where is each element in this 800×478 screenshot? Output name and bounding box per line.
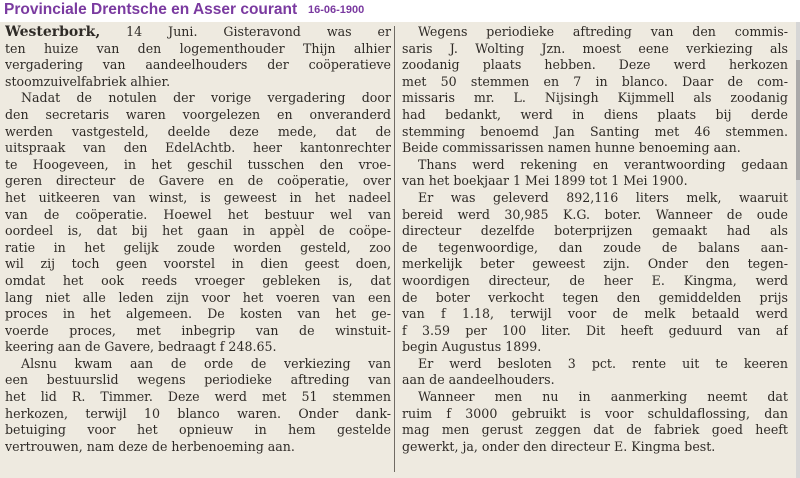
- text-line: de boter verkocht tegen den gemiddelden prijs: [402, 289, 788, 305]
- text-line: Thans werd rekening en verantwoording gedaan: [418, 156, 788, 172]
- text-line: Er was geleverd 892,116 liters melk, waaruit: [418, 189, 788, 205]
- text-line: Alsnu kwam aan de orde de verkiezing van: [21, 355, 391, 371]
- text-line: proces in het algemeen. De kosten van het ge-: [5, 306, 391, 322]
- text-line: het lid R. Timmer. Deze werd met 51 stemmen: [5, 389, 391, 405]
- right-column: [402, 24, 788, 455]
- text-line: de tegenwoordige, dan zoude de balans aan-: [402, 239, 788, 255]
- text-line: Er werd besloten 3 pct. rente uit te keeren: [418, 355, 788, 371]
- dateline: Westerbork,: [5, 24, 101, 40]
- text-line: lang niet alle leden zijn voor het voeren van een: [5, 289, 391, 305]
- text-line: van de coöperatie. Hoewel het bestuur wel van: [5, 206, 391, 222]
- text-line: stoomzuivelfabriek alhier.: [5, 73, 171, 89]
- text-line: woordigen directeur, de heer E. Kingma, werd: [402, 272, 788, 288]
- text-line: vertrouwen, nam deze de herbenoeming aan.: [5, 438, 295, 454]
- text-line: directeur dezelfde boterprijzen gemaakt had als: [402, 223, 788, 239]
- text-line: een bestuurslid wegens periodieke aftreding van: [5, 372, 391, 388]
- text-line: oordeel is, dat bij het gaan in appèl de coöpe-: [5, 223, 391, 239]
- text-line: stemming benoemd Jan Santing met 46 stemmen.: [402, 123, 788, 139]
- column-divider: [394, 26, 395, 472]
- text-line: bereid werd 30,985 K.G. boter. Wanneer de oude: [402, 206, 788, 222]
- text-line: vergadering van aandeelhouders der coöperatieve: [5, 57, 391, 73]
- text-line: Beide commissarissen namen hunne benoeming aan.: [402, 140, 741, 156]
- text-line: met 50 stemmen en 7 in blanco. Daar de com-: [402, 73, 788, 89]
- left-column: [5, 24, 391, 455]
- text-line: werden vastgesteld, deelde deze mede, dat de: [5, 123, 391, 139]
- text-line: ratie in het gelijk zoude worden gesteld, zoo: [5, 239, 391, 255]
- publication-date: 16-06-1900: [308, 4, 365, 16]
- text-line: ruim f 3000 gebruikt is voor schuldaflossing, dan: [402, 405, 788, 421]
- text-line: gewerkt, ja, onder den directeur E. Kingma best.: [402, 438, 716, 454]
- text-line: missaris mr. L. Nijsingh Kijmmell als zoodanig: [402, 90, 788, 106]
- text-line: geren directeur de Gavere en de coöperatie, over: [5, 173, 391, 189]
- text-line: keering aan de Gavere, bedraagt f 248.65.: [5, 339, 277, 355]
- text-line: aan de aandeelhouders.: [402, 372, 555, 388]
- text-line: betuiging voor het opnieuw in hem gestelde: [5, 422, 391, 438]
- text-line: Westerbork, 14 Juni. Gisteravond was er: [5, 24, 391, 40]
- text-line: herkozen, terwijl 10 blanco waren. Onder dank-: [5, 405, 391, 421]
- text-line: mag men gerust zeggen dat de fabriek goed heeft: [402, 422, 788, 438]
- text-line: Wegens periodieke aftreding van den commis-: [418, 24, 788, 39]
- text-line: wil zij toch geen voorstel in dien geest doen,: [5, 256, 391, 272]
- newspaper-title: Provinciale Drentsche en Asser courant: [4, 1, 298, 18]
- text-line: saris J. Wolting Jzn. moest eene verkiezing als: [402, 40, 788, 56]
- text-line: begin Augustus 1899.: [402, 339, 542, 355]
- text-line: van f 1.18, terwijl voor de melk betaald werd: [402, 306, 788, 322]
- text-line: omdat het ook reeds vroeger gebleken is, dat: [5, 272, 391, 288]
- text-line: den secretaris waren voorgelezen en onveranderd: [5, 106, 391, 122]
- text-line: voerde proces, met inbegrip van de winstuit-: [5, 322, 391, 338]
- scrollbar-thumb[interactable]: [796, 60, 800, 180]
- text-line: had bedankt, werd in diens plaats bij derde: [402, 106, 788, 122]
- newspaper-clipping: [0, 22, 800, 478]
- text-line: merkelijk beter geweest zijn. Onder den tegen-: [402, 256, 788, 272]
- text-line: van het boekjaar 1 Mei 1899 tot 1 Mei 1900.: [402, 173, 688, 189]
- text-line: ten huize van den logementhouder Thijn alhier: [5, 40, 391, 56]
- text-line: Nadat de notulen der vorige vergadering door: [21, 90, 391, 106]
- text-line: uitspraak van den EdelAchtb. heer kantonrechter: [5, 140, 391, 156]
- text-line: f 3.59 per 100 liter. Dit heeft geduurd van af: [402, 322, 788, 338]
- text-line: te Hoogeveen, in het geschil tusschen den vroe-: [5, 156, 391, 172]
- text-line: zoodanig plaats hebben. Deze werd herkozen: [402, 57, 788, 73]
- text-line: het uitkeeren van winst, is geweest in het nadeel: [5, 189, 391, 205]
- header-bar: [0, 0, 800, 22]
- text-line: Wanneer men nu in aanmerking neemt dat: [418, 389, 788, 405]
